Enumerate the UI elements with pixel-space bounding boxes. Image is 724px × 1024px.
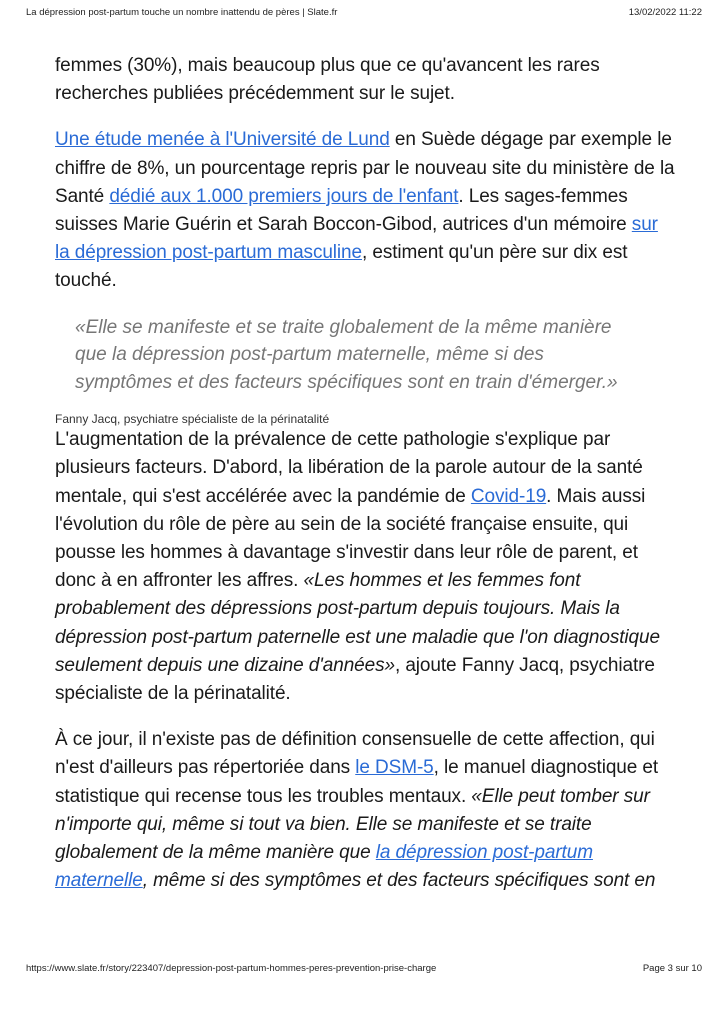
paragraph-4-text-2: , le manuel diagnostique et statistique qui recense tous les troubles mentaux.: [55, 757, 659, 807]
quote-caption: Fanny Jacq, psychiatre spécialiste de la périnatalité: [55, 412, 330, 427]
print-footer: [26, 963, 702, 974]
paragraph-3-text-2: . Mais aussi l'évolution du rôle de père au sein de la société française ensuite, qui pousse les hommes à davantage s'investir dans leur rôle de parent, et donc à en affronter les affres.: [55, 485, 646, 592]
article-body: [55, 52, 675, 895]
paragraph-4-quote-1: «Elle peut tomber sur n'importe qui, même si tout va bien. Elle se manifeste et se traite globalement de la même manière que: [55, 785, 650, 863]
link-dsm-5[interactable]: le DSM-5: [355, 757, 434, 779]
page-url: https://www.slate.fr/story/223407/depression-post-partum-hommes-peres-prevention-prise-charge: [26, 963, 437, 974]
link-etude-lund[interactable]: Une étude menée à l'Université de Lund: [55, 129, 390, 151]
paragraph-2-text-2: . Les sages-femmes suisses Marie Guérin et Sarah Boccon-Gibod, autrices d'un mémoire: [55, 185, 632, 236]
paragraph-3-quote: «Les hommes et les femmes font probablement des dépressions post-partum depuis toujours. Mais la dépression post-partum paternelle est une maladie que l'on diagnostique seulement depuis une dizaine d'années»: [55, 570, 660, 676]
paragraph-3-text-3: , ajoute Fanny Jacq, psychiatre spécialiste de la périnatalité.: [55, 654, 655, 704]
paragraph-4: [55, 726, 675, 895]
paragraph-2: [55, 126, 675, 295]
paragraph-2-text-3: , estiment qu'un père sur dix est touché.: [55, 242, 628, 292]
link-depression-masculine[interactable]: sur la dépression post-partum masculine: [55, 214, 658, 264]
print-datetime: 13/02/2022 11:22: [628, 7, 702, 18]
paragraph-1-text: femmes (30%), mais beaucoup plus que ce qu'avancent les rares recherches publiées précédemment sur le sujet.: [55, 55, 600, 105]
link-depression-maternelle[interactable]: la dépression post-partum maternelle: [55, 841, 593, 892]
paragraph-4-quote-2: , même si des symptômes et des facteurs spécifiques sont en: [142, 870, 656, 892]
link-covid-19[interactable]: Covid-19: [470, 485, 547, 507]
link-1000-premiers-jours[interactable]: dédié aux 1.000 premiers jours de l'enfant: [109, 185, 459, 207]
paragraph-3-text-1: L'augmentation de la prévalence de cette pathologie s'explique par plusieurs facteurs. D'abord, la libération de la parole autour de la santé mentale, qui s'est accélérée avec la pandémie de: [55, 429, 643, 507]
page-title: La dépression post-partum touche un nombre inattendu de pères | Slate.fr: [26, 7, 338, 18]
print-header: [26, 7, 702, 18]
paragraph-1: [55, 52, 675, 108]
paragraph-2-text-1: en Suède dégage par exemple le chiffre de 8%, un pourcentage repris par le nouveau site du ministère de la Santé: [55, 129, 675, 207]
paragraph-4-text-1: À ce jour, il n'existe pas de définition consensuelle de cette affection, qui n'est d'ailleurs pas répertoriée dans: [55, 729, 655, 779]
pull-quote: «Elle se manifeste et se traite globalement de la même manière que la dépression post-partum maternelle, même si des symptômes et des facteurs spécifiques sont en train d'émerger.»: [75, 316, 618, 393]
paragraph-3: [55, 426, 675, 708]
page-number: Page 3 sur 10: [642, 963, 702, 974]
